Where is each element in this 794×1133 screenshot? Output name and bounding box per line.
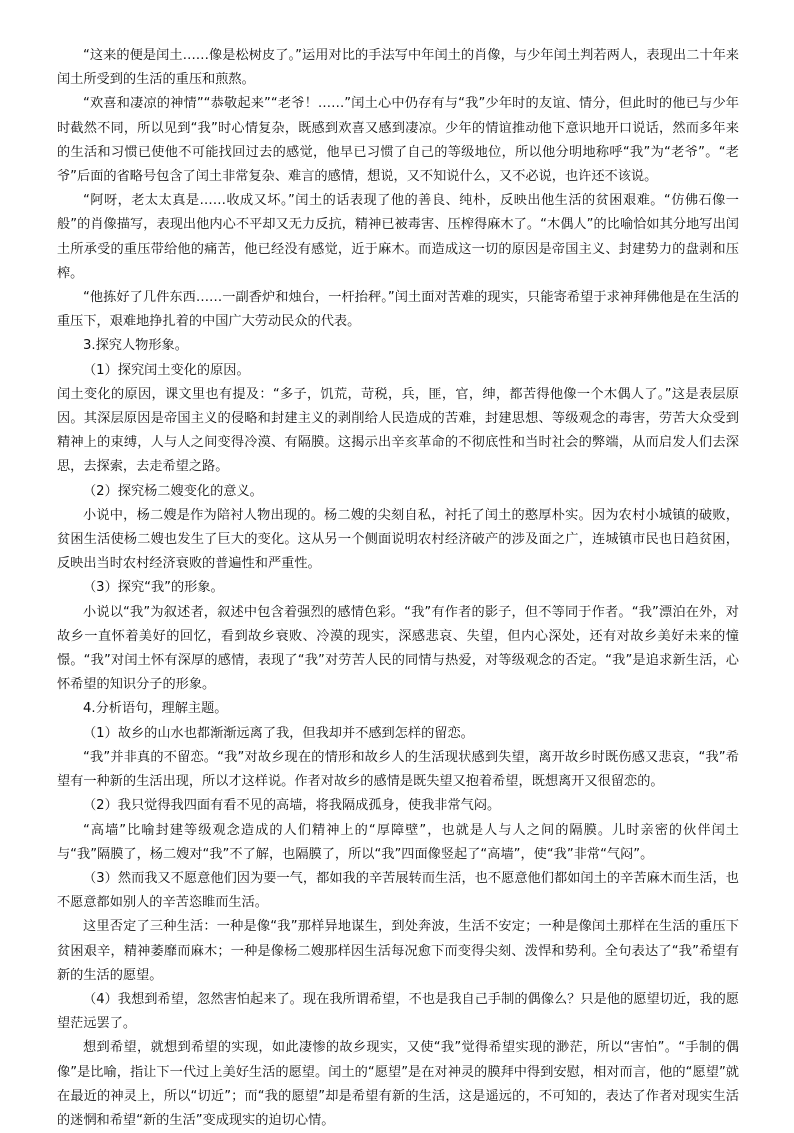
quote-4-3: （3）然而我又不愿意他们因为要一气，都如我的辛苦展转而生活，也不愿意他们都如闰土的辛苦麻木而生活，也不愿意都如别人的辛苦恣睢而生活。 [57,870,739,911]
section-heading-4: 4.分析语句，理解主题。 [83,701,228,717]
document-body [57,44,739,1133]
quote-4-2: （2）我只觉得我四面有看不见的高墙，将我隔成孤身，使我非常气闷。 [83,798,501,814]
paragraph-4-4: 想到希望，就想到希望的实现，如此凄惨的故乡现实，又使“我”觉得希望实现的渺茫，所以“害怕”。“手制的偶像”是比喻，指让下一代过上美好生活的愿望。闰土的“愿望”是在对神灵的膜拜中得到安慰，相对而言，他的“愿望”就在最近的神灵上，所以“切近”；而“我的愿望”却是希望有新的生活，这是遥远的，不可知的，表达了作者对现实生活的迷惘和希望“新的生活”变成现实的迫切心情。 [57,1040,739,1128]
paragraph-yang-ersao: 小说中，杨二嫂是作为陪衬人物出现的。杨二嫂的尖刻自私，衬托了闰土的憨厚朴实。因为农村小城镇的破败，贫困生活使杨二嫂也发生了巨大的变化。这从另一个侧面说明农村经济破产的涉及面之广，连城镇市民也日趋贫困，反映出当时农村经济衰败的普遍性和严重性。 [57,507,739,572]
paragraph-analysis-greeting: “欢喜和凄凉的神情”“恭敬起来”“老爷！……”闰土心中仍存有与“我”少年时的友谊、情分，但此时的他已与少年时截然不同，所以见到“我”时心情复杂，既感到欢喜又感到凄凉。少年的情谊推动他下意识地开口说话，然而多年来的生活和习惯已使他不可能找回过去的感觉，他早已习惯了自己的等级地位，所以他分明地称呼“我”为“老爷”。“老爷”后面的省略号包含了闰土非常复杂、难言的感情，想说，又不知说什么，又不必说，也许还不该说。 [57,96,739,185]
paragraph-analysis-portrait: “这来的便是闰土……像是松树皮了。”运用对比的手法写中年闰土的肖像，与少年闰土判若两人，表现出二十年来闰土所受到的生活的重压和煎熬。 [57,48,739,88]
quote-4-4: （4）我想到希望，忽然害怕起来了。现在我所谓希望，不也是我自己手制的偶像么？只是他的愿望切近，我的愿望茫远罢了。 [57,991,739,1032]
subheading-3-3: （3）探究“我”的形象。 [83,580,224,596]
paragraph-4-1: “我”并非真的不留恋。“我”对故乡现在的情形和故乡人的生活现状感到失望，离开故乡时既伤感又悲哀，“我”希望有一种新的生活出现，所以才这样说。作者对故乡的感情是既失望又抱着希望，既想离开又很留恋的。 [57,749,739,790]
paragraph-4-3: 这里否定了三种生活：一种是像“我”那样异地谋生，到处奔波，生活不安定；一种是像闰土那样在生活的重压下贫困艰辛，精神萎靡而麻木；一种是像杨二嫂那样因生活每况愈下而变得尖刻、泼悍和势利。全句表达了“我”希望有新的生活的愿望。 [57,919,739,983]
quote-4-1: （1）故乡的山水也都渐渐远离了我，但我却并不感到怎样的留恋。 [83,725,474,741]
section-heading-3: 3.探究人物形象。 [83,338,188,354]
subheading-3-1: （1）探究闰土变化的原因。 [83,362,250,378]
paragraph-runtu-change: 闰土变化的原因，课文里也有提及：“多子，饥荒，苛税，兵，匪，官，绅，都苦得他像一个木偶人了。”这是表层原因。其深层原因是帝国主义的侵略和封建主义的剥削给人民造成的苦难，封建思想、等级观念的毒害，劳苦大众受到精神上的束缚，人与人之间变得冷漠、有隔膜。这揭示出辛亥革命的不彻底性和当时社会的弊端，从而启发人们去深思，去探索，去走希望之路。 [57,386,739,475]
paragraph-4-2: “高墙”比喻封建等级观念造成的人们精神上的“厚障壁”，也就是人与人之间的隔膜。儿时亲密的伙伴闰土与“我”隔膜了，杨二嫂对“我”不了解，也隔膜了，所以“我”四面像竖起了“高墙”，使“我”非常“气闷”。 [57,822,739,862]
paragraph-analysis-items: “他拣好了几件东西……一副香炉和烛台，一杆抬秤。”闰土面对苦难的现实，只能寄希望于求神拜佛他是在生活的重压下，艰难地挣扎着的中国广大劳动民众的代表。 [57,290,739,330]
paragraph-analysis-speech: “阿呀，老太太真是……收成又坏。”闰土的话表现了他的善良、纯朴，反映出他生活的贫困艰难。“仿佛石像一般”的肖像描写，表现出他内心不平却又无力反抗，精神已被毒害、压榨得麻木了。“木偶人”的比喻恰如其分地写出闰土所承受的重压带给他的痛苦，他已经没有感觉，近于麻木。而造成这一切的原因是帝国主义、封建势力的盘剥和压榨。 [57,193,739,281]
paragraph-narrator: 小说以“我”为叙述者，叙述中包含着强烈的感情色彩。“我”有作者的影子，但不等同于作者。“我”漂泊在外，对故乡一直怀着美好的回忆，看到故乡衰败、冷漠的现实，深感悲哀、失望，但内心深处，还有对故乡美好未来的憧憬。“我”对闰土怀有深厚的感情，表现了“我”对劳苦人民的同情与热爱，对等级观念的否定。“我”是追求新生活，心怀希望的知识分子的形象。 [57,604,739,693]
subheading-3-2: （2）探究杨二嫂变化的意义。 [83,483,263,499]
